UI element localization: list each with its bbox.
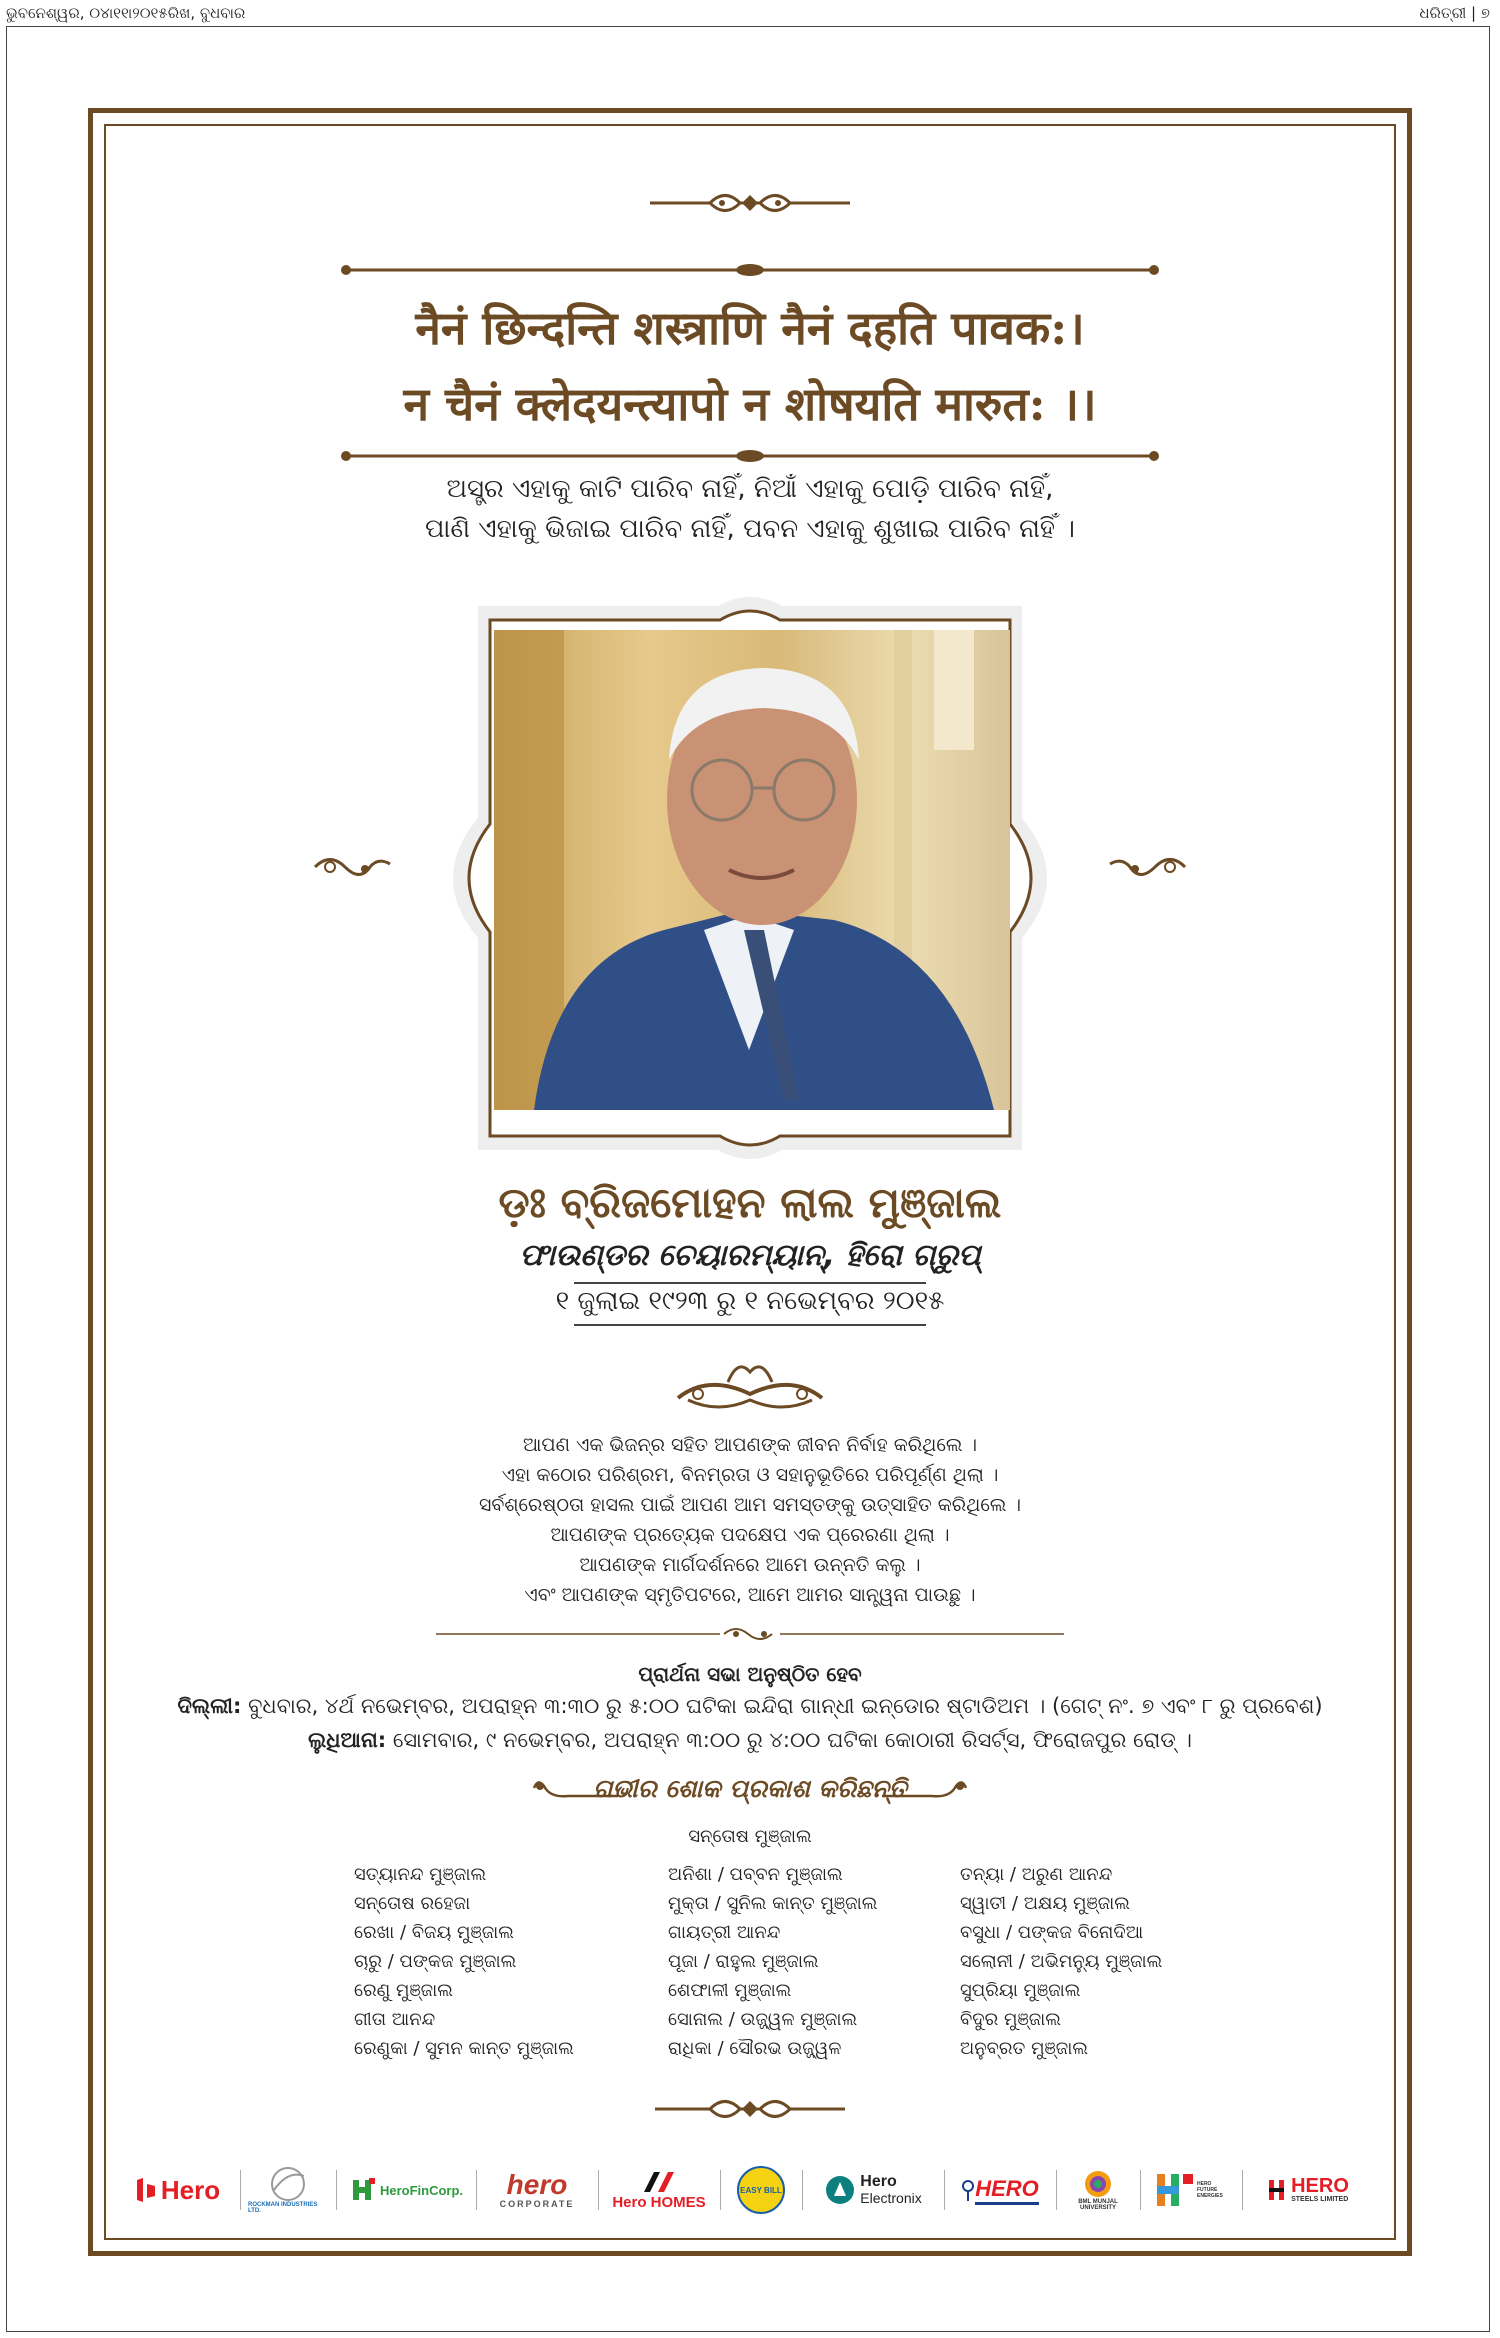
masthead <box>0 0 1500 26</box>
mourner-name: ଅନିଶା / ପବ୍ବନ ମୁଞ୍ଜାଲ <box>668 1864 843 1885</box>
mourner-name: ଗାୟତ୍ରୀ ଆନନ୍ଦ <box>668 1922 781 1943</box>
mourner-name: ସୋନାଲ / ଉଜ୍ଜ୍ୱଳ ମୁଞ୍ଜାଲ <box>668 2009 858 2030</box>
grief-heading: ଗଭୀର ଶୋକ ପ୍ରକାଶ କରିଛନ୍ତି <box>593 1774 907 1803</box>
cycles-pin-icon <box>961 2179 975 2201</box>
tribute-line: ଆପଣ ଏକ ଭିଜନ୍‌ର ସହିତ ଆପଣଙ୍କ ଜୀବନ ନିର୍ବାହ କରିଥିଲେ । <box>522 1434 978 1456</box>
prayer-delhi-text: ବୁଧବାର, ୪ର୍ଥ ନଭେମ୍ବର, ଅପରାହ୍ନ ୩:୩୦ ରୁ ୫:୦୦ ଘଟିକା ଇନ୍ଦିରା ଗାନ୍ଧୀ ଇନ୍‌ଡୋର ଷ୍ଟାଡିଅମ । (ଗେଟ୍ ନଂ. ୭ ଏବଂ ୮ ରୁ ପ୍ରବେଶ) <box>241 1694 1323 1718</box>
divider-middle <box>436 1624 1064 1644</box>
prayer-heading: ପ୍ରାର୍ଥନା ସଭା ଅନୁଷ୍ଠିତ ହେବ <box>638 1662 862 1686</box>
logo-separator <box>720 2170 721 2210</box>
hero-logo: Hero <box>120 2160 235 2220</box>
shloka-line-2: न चैनं क्लेदयन्त्यापो न शोषयति मारुत: ।। <box>403 377 1097 431</box>
shloka-line-1: नैनं छिन्दन्ति शस्त्राणि नैनं दहति पावक:। <box>415 301 1085 355</box>
mourners-col-2 <box>668 1860 877 2063</box>
logo-separator <box>598 2170 599 2210</box>
mourner-name: ଅନୁବ୍ରତ ମୁଞ୍ଜାଲ <box>960 2038 1088 2059</box>
fincorp-h-icon <box>351 2177 377 2203</box>
mourner-name: ସୁପ୍ରିୟା ମୁଞ୍ଜାଲ <box>960 1980 1081 2001</box>
hero-steels-logo: HERO STEELS LIMITED <box>1248 2160 1368 2220</box>
mourner-name: ସଲୋନୀ / ଅଭିମନ୍ୟୁ ମୁଞ୍ଜାଲ <box>960 1951 1163 1972</box>
grief-right-ornament <box>882 1774 972 1804</box>
mourner-name: ଶେଫାଳୀ ମୁଞ୍ଜାଲ <box>668 1980 792 2001</box>
logo-separator <box>1140 2170 1141 2210</box>
tribute-line: ଏବଂ ଆପଣଙ୍କ ସ୍ମୃତିପଟରେ, ଆମେ ଆମର ସାନ୍ତ୍ୱନା ପାଉଛୁ । <box>524 1584 976 1606</box>
mourner-name: ରେଣୁ ମୁଞ୍ଜାଲ <box>354 1980 453 2001</box>
divider-top <box>340 262 1160 278</box>
mourner-name: ମୁକ୍ତା / ସୁନିଲ କାନ୍ତ ମୁଞ୍ଜାଲ <box>668 1893 878 1914</box>
person-name: ଡ଼ଃ ବ୍ରିଜମୋହନ ଲାଲ ମୁଞ୍ଜାଲ <box>498 1178 1002 1227</box>
rockman-globe-icon <box>266 2166 310 2202</box>
prayer-ludhiana-text: ସୋମବାର, ୯ ନଭେମ୍ବର, ଅପରାହ୍ନ ୩:୦୦ ରୁ ୪:୦୦ ଘଟିକା କୋଠାରୀ ରିସର୍ଟ୍‌ସ, ଫିରୋଜପୁର ରୋଡ୍ । <box>386 1728 1192 1752</box>
mourner-name: ବିଦୁର ମୁଞ୍ଜାଲ <box>960 2009 1061 2030</box>
mourner-name: ରାଧିକା / ସୌରଭ ଉଜ୍ଜ୍ୱଳ <box>668 2038 842 2059</box>
mourner-name: ସତ୍ୟାନନ୍ଦ ମୁଞ୍ଜାଲ <box>354 1864 487 1885</box>
hero-corporate-logo: hero CORPORATE <box>499 2169 575 2209</box>
mourners-col-1 <box>354 1860 574 2063</box>
translation-line-2: ପାଣି ଏହାକୁ ଭିଜାଇ ପାରିବ ନାହିଁ, ପବନ ଏହାକୁ ଶୁଖାଇ ପାରିବ ନାହିଁ । <box>425 514 1075 544</box>
mourner-name: ରେଖା / ବିଜୟ ମୁଞ୍ଜାଲ <box>354 1922 514 1943</box>
tribute-line: ଆପଣଙ୍କ ପ୍ରତ୍ୟେକ ପଦକ୍ଷେପ ଏକ ପ୍ରେରଣା ଥିଲା । <box>550 1524 950 1546</box>
translation-line-1: ଅସ୍ତ୍ର ଏହାକୁ କାଟି ପାରିବ ନାହିଁ, ନିଆଁ ଏହାକୁ ପୋଡ଼ି ପାରିବ ନାହିଁ, <box>446 474 1054 504</box>
group-logos <box>120 2160 1380 2220</box>
hero-h-icon <box>135 2176 157 2204</box>
mourner-name: ପୂଜା / ରାହୁଲ ମୁଞ୍ଜାଲ <box>668 1951 819 1972</box>
bottom-ornament <box>655 2092 845 2126</box>
logo-separator <box>240 2170 241 2210</box>
mourner-name: ଚାରୁ / ପଙ୍କଜ ମୁଞ୍ଜାଲ <box>354 1951 517 1972</box>
masthead-page: ଧରିତ୍ରୀ | ୭ <box>1419 4 1490 22</box>
portrait-photo <box>494 630 1010 1110</box>
hero-future-energies-logo: HERO FUTURE ENERGIES <box>1146 2160 1236 2220</box>
tribute-text <box>0 1430 1500 1610</box>
easybill-logo: EASY BILL <box>726 2160 796 2220</box>
prayer-delhi <box>0 1694 1500 1719</box>
left-flourish <box>310 852 400 882</box>
hero-cycles-logo: HERO <box>950 2160 1050 2220</box>
homes-icon <box>642 2170 676 2194</box>
person-dates: ୧ ଜୁଲାଇ ୧୯୨୩ ରୁ ୧ ନଭେମ୍ବର ୨୦୧୫ <box>555 1286 945 1316</box>
right-flourish <box>1100 852 1190 882</box>
mourner-name: ଗୀତା ଆନନ୍ଦ <box>354 2009 436 2030</box>
prayer-delhi-label: ଦିଲ୍ଲୀ: <box>177 1694 242 1718</box>
logo-separator <box>476 2170 477 2210</box>
divider-bottom <box>340 448 1160 464</box>
logo-separator <box>336 2170 337 2210</box>
person-title: ଫାଉଣ୍ଡର ଚେୟାରମ୍ୟାନ୍, ହିରୋ ଗ୍ରୁପ୍ <box>519 1238 981 1273</box>
logo-separator <box>802 2170 803 2210</box>
hero-homes-logo: Hero HOMES <box>604 2160 714 2220</box>
prayer-ludhiana-label: ଲୁଧିଆନା: <box>308 1728 387 1752</box>
mourner-name: ସନ୍ତୋଷ ରହେଜା <box>354 1893 471 1914</box>
tribute-line: ସର୍ବଶ୍ରେଷ୍ଠତା ହାସଲ ପାଇଁ ଆପଣ ଆମ ସମସ୍ତଙ୍କୁ ଉତ୍ସାହିତ କରିଥିଲେ । <box>478 1494 1022 1516</box>
masthead-date: ଭୁବନେଶ୍ୱର, ୦୪ା୧୧ା୨୦୧୫ରିଖ, ବୁଧବାର <box>6 4 246 22</box>
scroll-ornament <box>668 1352 832 1416</box>
mourner-name: ତନ୍ୟା / ଅରୁଣ ଆନନ୍ଦ <box>960 1864 1113 1885</box>
logo-separator <box>944 2170 945 2210</box>
tribute-line: ଆପଣଙ୍କ ମାର୍ଗଦର୍ଶନରେ ଆମେ ଉନ୍ନତି କଲୁ । <box>579 1554 921 1576</box>
bml-emblem-icon <box>1083 2169 1113 2199</box>
mourner-name: ସ୍ୱାତୀ / ଅକ୍ଷୟ ମୁଞ୍ଜାଲ <box>960 1893 1130 1914</box>
herofincorp-logo: HeroFinCorp. <box>342 2160 472 2220</box>
steels-h-icon <box>1267 2178 1287 2202</box>
tribute-line: ଏହା କଠୋର ପରିଶ୍ରମ, ବିନମ୍ରତା ଓ ସହାନୁଭୂତିରେ ପରିପୂର୍ଣ୍ଣ ଥିଲା । <box>501 1464 999 1486</box>
rockman-logo: ROCKMAN INDUSTRIES LTD. <box>248 2160 328 2220</box>
logo-separator <box>1242 2170 1243 2210</box>
logo-separator <box>1056 2170 1057 2210</box>
top-ornament <box>650 186 850 220</box>
bml-munjal-logo: BML MUNJAL UNIVERSITY <box>1062 2160 1134 2220</box>
mourner-name: ରେଣୁକା / ସୁମନ କାନ୍ତ ମୁଞ୍ଜାଲ <box>354 2038 574 2059</box>
mourners-col-3 <box>960 1860 1162 2063</box>
mourner-head: ସନ୍ତୋଷ ମୁଞ୍ଜାଲ <box>688 1826 812 1847</box>
future-energies-icon <box>1155 2170 1195 2210</box>
electronix-icon <box>824 2174 856 2206</box>
mourner-name: ବସୁଧା / ପଙ୍କଜ ବିନୋଦିଆ <box>960 1922 1144 1943</box>
prayer-ludhiana <box>0 1728 1500 1753</box>
hero-electronix-logo: Hero Electronix <box>808 2160 938 2220</box>
